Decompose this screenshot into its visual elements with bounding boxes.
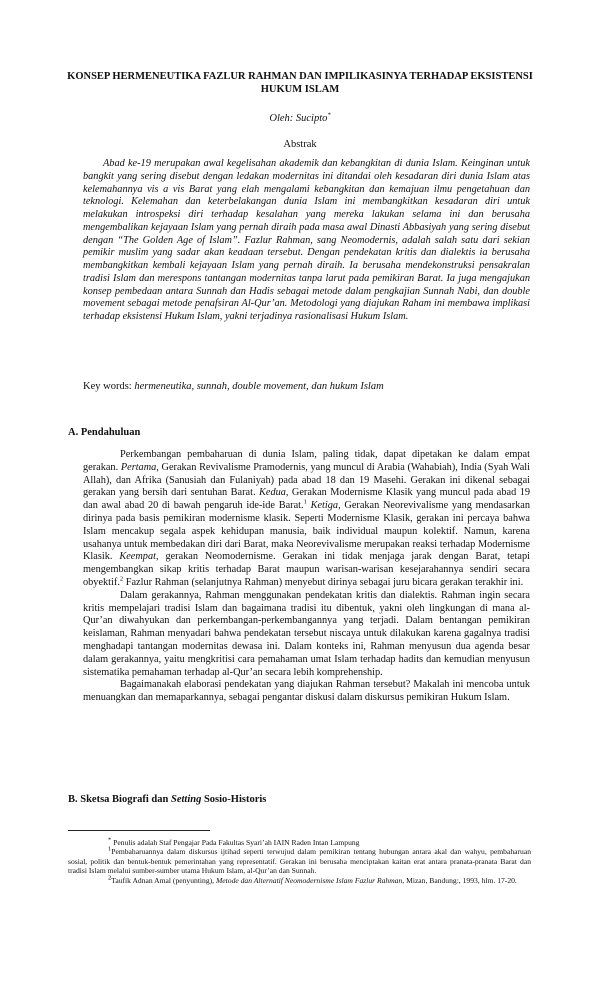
author-name: Oleh: Sucipto bbox=[269, 113, 328, 124]
section-b-heading: B. Sketsa Biografi dan Setting Sosio-Historis bbox=[68, 794, 267, 805]
author-footnote-mark: * bbox=[327, 111, 331, 119]
footnote-2: $^2$Taufik Adnan Amal (penyunting), Metode dan Alternatif Neomodernisme Islam Fazlur Rahman, Mizan, Bandung:, 1993, hlm. 17-20. bbox=[108, 874, 517, 885]
paper-title: KONSEP HERMENEUTIKA FAZLUR RAHMAN DAN IMPILIKASINYA TERHADAP EKSISTENSI HUKUM ISLAM bbox=[67, 71, 533, 95]
footnote-author: * Penulis adalah Staf Pengajar Pada Fakultas Syari’ah IAIN Raden Intan Lampung bbox=[108, 836, 360, 847]
keywords-list: hermeneutika, sunnah, double movement, dan hukum Islam bbox=[134, 381, 384, 392]
keywords-label: Key words: bbox=[83, 381, 132, 392]
body-text bbox=[83, 449, 530, 705]
abstract-paragraph bbox=[83, 158, 530, 324]
section-a-heading: A. Pendahuluan bbox=[68, 427, 141, 438]
body-paragraph-3: Bagaimanakah elaborasi pendekatan yang diajukan Rahman tersebut? Makalah ini mencoba untuk menuangkan dan memaparkannya, sebagai pengantar diskusi dalam diskursus pemikiran Hukum Islam. bbox=[83, 679, 530, 704]
footnote-ref-2: 2 bbox=[119, 575, 124, 583]
abstract-heading: Abstrak bbox=[283, 139, 317, 150]
footnote-1: $^1$Pembaharuannya dalam diskursus ijtihad seperti terwujud dalam pemikiran tentang hubungan antara akal dan wahyu, pembaharuan sosial, politik dan bentuk-bentuk pemerintahan yang representatif. Gerakan ini berusaha menciptakan kaitan erat antara pranata-pranata Barat dan tradisi Islam melalui sumber-sumber utama Hukum Islam, al-Qur’an dan Sunnah. bbox=[68, 845, 531, 876]
footnotes bbox=[68, 838, 531, 885]
footnote-ref-1: 1 bbox=[303, 498, 307, 506]
keywords-line bbox=[83, 381, 530, 392]
body-paragraph-2: Dalam gerakannya, Rahman menggunakan pendekatan kritis dan dialektis. Rahman ingin secara kritis mempelajari tradisi Islam dan bagaimana tradisi itu dibentuk, yakni oleh lingkungan di mana al-Qur’an diwahyukan dan perkembangan-perkembangannya yang terjadi. Dalam bentangan pemikiran keislaman, Rahman menyadari bahwa pendekatan tersebut niscaya untuk dilakukan karena gagalnya tradisi menghadapi tantangan modernitas dewasa ini. Dalam konteks ini, Rahman menyusun dua agenda besar dalam gerakannya, yaitu mengkritisi cara pemahaman umat Islam terhadap hadits dan kemudian menyusun sistematika pemahaman terhadap al-Qur’an secara lebih komprehenship. bbox=[83, 589, 530, 678]
abstract-text: Abad ke-19 merupakan awal kegelisahan akademik dan kebangkitan di dunia Islam. Keinginan untuk bangkit yang sering disebut dengan ledakan modernitas ini ditandai oleh kesadaran diri dunia Islam atas kelemahannya vis a vis Barat yang elah mengalami kebangkitan dan kemajuan ilmu pengetahuan dan teknologi. Kelemahan dan keterbelakangan dunia Islam ini membangkitkan kesadaran diri untuk melakukan introspeksi diri terhadap kesalahan yang mereka lakukan selama ini dan berusaha mengembalikan kejayaan Islam yang pernah diraih pada masa awal Dinasti Abbasiyah yang sering disebut dengan “The Golden Age of Islam”. Fazlur Rahman, sang Neomodernis, adalah salah satu dari sekian pemikir muslim yang sadar akan keadaan tersebut. Dengan pendekatan kritis dan dialektis ia berusaha membangkitkan kembali kejayaan Islam yang pernah diraih. Ia berusaha mendekonstruksi pensakralan tradisi Islam dan merespons tantangan modernitas tanpa larut pada pemikiran Barat. Ia juga mengajukan konsep pembedaan antara Sunnah dan Hadis sebagai metode dalam pengkajian Sunnah Nabi, dan double movement sebagai metode penafsiran Al-Qur’an. Metodologi yang diajukan Raham ini membawa implikasi terhadap eksistensi Hukum Islam, yakni terjadinya rasionalisasi Hukum Islam. bbox=[83, 158, 530, 322]
body-paragraph-1: Perkembangan pembaharuan di dunia Islam, paling tidak, dapat dipetakan ke dalam empat gerakan. Pertama, Gerakan Revivalisme Pramodernis, yang muncul di Arabia (Wahabiah), India (Syah Wali Allah), dan Afrika (Sanusiah dan Fulaniyah) pada abad 18 dan 19 Masehi. Gerakan ini dikenal sebagai gerakan yang bersih dari sentuhan Barat. Kedua, Gerakan Modernisme Klasik yang muncul pada abad 19 dan awal abad 20 di bawah pengaruh ide-ide Barat.$^1$ Ketiga, Gerakan Neorevivalisme yang mendasarkan dirinya pada basis pemikiran modernisme klasik. Seperti Modernisme Klasik, gerakan ini percaya bahwa Islam mencakup segala aspek kehidupan manusia, baik individual maupun kolektif. Namun, karena usahanya untuk membedakan diri dari Barat, maka Neorevivalisme merupakan reaksi terhadap Modernisme Klasik. Keempat, gerakan Neomodernisme. Gerakan ini tidak menjaga jarak dengan Barat, tetapi mengembangkan sikap kritis terhadap Barat maupun warisan-warisan kesejarahannya sendiri secara obyektif.$^2$ Fazlur Rahman (selanjutnya Rahman) menyebut dirinya sebagai juru bicara gerakan terakhir ini. bbox=[83, 449, 531, 588]
footnote-separator bbox=[68, 830, 210, 831]
author-line bbox=[0, 113, 600, 124]
